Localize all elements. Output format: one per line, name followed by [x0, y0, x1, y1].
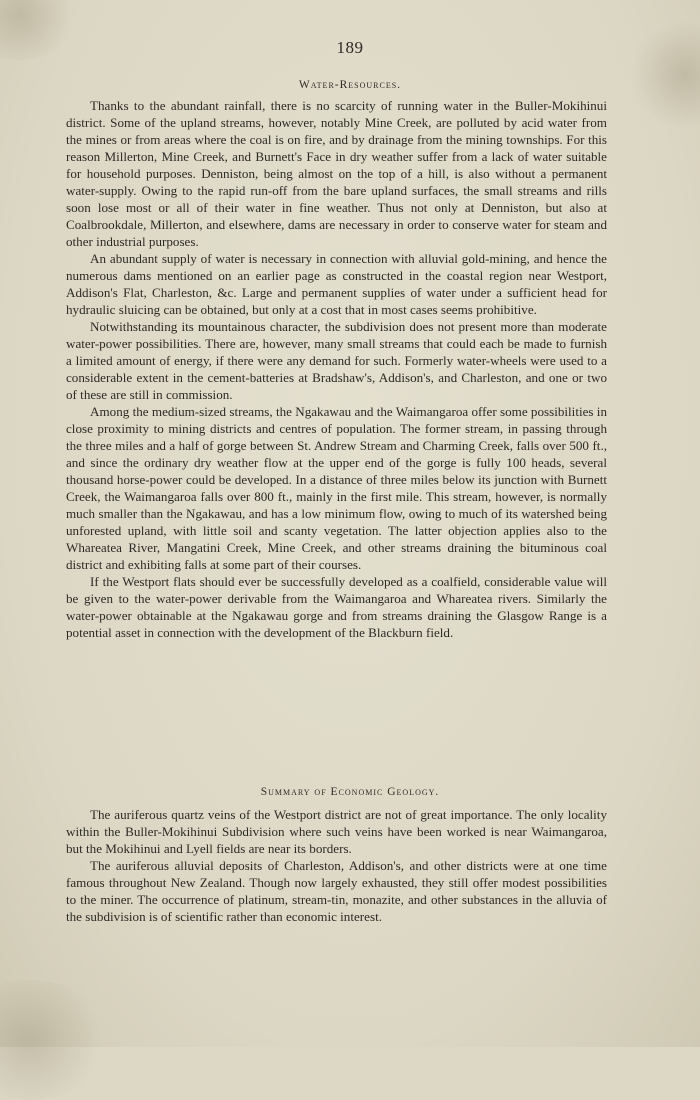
water-resources-body [66, 97, 607, 641]
section-heading-water-resources: Water-Resources. [298, 79, 402, 91]
paper-stain [630, 20, 700, 130]
section-heading-summary-economic-geology: Summary of Economic Geology. [260, 786, 440, 798]
paper-stain [0, 980, 110, 1100]
paragraph: The auriferous alluvial deposits of Charleston, Addison's, and other districts were at one time famous throughout New Zealand. Though now largely exhausted, they still offer modest possibilities to the miner. The occurrence of platinum, stream-tin, monazite, and other substances in the alluvia of the subdivision is of scientific rather than economic interest. [66, 858, 607, 924]
paragraph: If the Westport flats should ever be successfully developed as a coalfield, considerable value will be given to the water-power derivable from the Waimangaroa and Whareatea rivers. Similarly the water-power obtainable at the Ngakawau gorge and from streams draining the Glasgow Range is a potential asset in connection with the development of the Blackburn field. [66, 574, 607, 640]
paragraph: Among the medium-sized streams, the Ngakawau and the Waimangaroa offer some possibilities in close proximity to mining districts and centres of population. The former stream, in passing through the three miles and a half of gorge between St. Andrew Stream and Charming Creek, falls over 500 ft., and since the ordinary dry weather flow at the upper end of the gorge is fully 100 heads, several thousand horse-power could be developed. In a distance of three miles below its junction with Burnett Creek, the Waimangaroa falls over 800 ft., mainly in the first mile. This stream, however, is normally much smaller than the Ngakawau, and has a low minimum flow, owing to much of its watershed being unforested upland, with little soil and scanty vegetation. The latter objection applies also to the Whareatea River, Mangatini Creek, Mine Creek, and other streams draining the bituminous coal district and exhibiting falls at some part of their courses. [66, 404, 607, 572]
summary-body [66, 806, 607, 925]
paragraph: Thanks to the abundant rainfall, there is no scarcity of running water in the Buller-Mokihinui district. Some of the upland streams, however, notably Mine Creek, are polluted by acid water from the mines or from areas where the coal is on fire, and by drainage from the mining townships. For this reason Millerton, Mine Creek, and Burnett's Face in dry weather suffer from a lack of water suitable for household purposes. Denniston, being almost on the top of a hill, is also without a permanent water-supply. Owing to the rapid run-off from the bare upland surfaces, the small streams and rills soon lose most or all of their water in fine weather. Thus not only at Denniston, but also at Coalbrookdale, Millerton, and elsewhere, dams are necessary in order to conserve water for steam and other industrial purposes. [66, 98, 607, 249]
paragraph: An abundant supply of water is necessary in connection with alluvial gold-mining, and hence the numerous dams mentioned on an earlier page as constructed in the coastal region near Westport, Addison's Flat, Charleston, &c. Large and permanent supplies of water under a sufficient head for hydraulic sluicing can be obtained, but only at a cost that in most cases seems prohibitive. [66, 251, 607, 317]
page-number: 189 [336, 38, 364, 57]
paragraph: Notwithstanding its mountainous character, the subdivision does not present more than moderate water-power possibilities. There are, however, many small streams that could each be made to furnish a limited amount of energy, if there were any demand for such. Formerly water-wheels were used to a considerable extent in the cement-batteries at Bradshaw's, Addison's, and Charleston, and one or two of these are still in commission. [66, 319, 607, 402]
paragraph: The auriferous quartz veins of the Westport district are not of great importance. The only locality within the Buller-Mokihinui Subdivision where such veins have been worked is near Waimangaroa, but the Mokihinui and Lyell fields are near its borders. [66, 807, 607, 856]
